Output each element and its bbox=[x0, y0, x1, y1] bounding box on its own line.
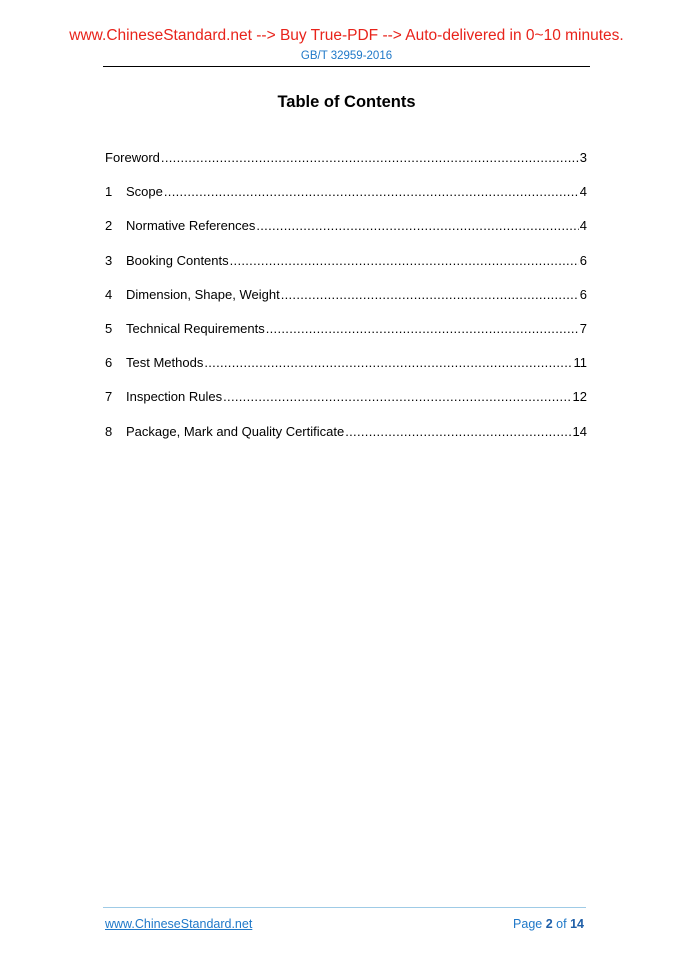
toc-entry-label: Booking Contents bbox=[126, 252, 229, 268]
toc-entry-label: Test Methods bbox=[126, 355, 204, 371]
toc-entry-label: Dimension, Shape, Weight bbox=[126, 286, 280, 302]
promo-banner[interactable]: www.ChineseStandard.net --> Buy True-PDF --> Auto-delivered in 0~10 minutes. bbox=[69, 27, 624, 44]
toc-entry-label: Normative References bbox=[126, 218, 256, 234]
toc-entry-number: 8 bbox=[105, 423, 113, 439]
toc-entry-page: 6 bbox=[579, 252, 587, 268]
toc-entry-label: Foreword bbox=[105, 150, 160, 165]
toc-entry-technical-requirements[interactable] bbox=[105, 321, 587, 355]
toc-entry-normative-references[interactable] bbox=[105, 218, 587, 252]
table-of-contents bbox=[105, 150, 587, 458]
document-code: GB/T 32959-2016 bbox=[300, 50, 393, 62]
toc-entry-test-methods[interactable] bbox=[105, 355, 587, 389]
header-divider bbox=[103, 66, 590, 67]
toc-entry-page: 6 bbox=[579, 286, 587, 302]
toc-entry-booking-contents[interactable] bbox=[105, 253, 587, 287]
toc-entry-number: 3 bbox=[105, 252, 113, 268]
footer-website-link[interactable]: www.ChineseStandard.net bbox=[105, 917, 253, 931]
toc-entry-page: 4 bbox=[579, 184, 587, 200]
toc-entry-page: 7 bbox=[579, 320, 587, 336]
toc-dot-leader bbox=[230, 253, 579, 268]
toc-dot-leader bbox=[164, 184, 579, 199]
toc-entry-package-mark-certificate[interactable] bbox=[105, 424, 587, 458]
footer-divider bbox=[103, 907, 586, 908]
toc-entry-page: 14 bbox=[572, 423, 587, 439]
toc-entry-number: 1 bbox=[105, 184, 113, 200]
toc-entry-number: 6 bbox=[105, 355, 113, 371]
toc-dot-leader bbox=[161, 150, 579, 165]
page-indicator bbox=[513, 917, 584, 931]
toc-entry-number: 4 bbox=[105, 286, 113, 302]
toc-entry-page: 12 bbox=[572, 389, 587, 405]
toc-entry-number: 2 bbox=[105, 218, 113, 234]
toc-entry-label: Package, Mark and Quality Certificate bbox=[126, 423, 345, 439]
page-prefix: Page bbox=[513, 917, 543, 931]
toc-entry-dimension-shape-weight[interactable] bbox=[105, 287, 587, 321]
page-current: 2 bbox=[545, 917, 553, 931]
page-total: 14 bbox=[570, 917, 584, 931]
toc-title: Table of Contents bbox=[277, 93, 416, 111]
toc-dot-leader bbox=[223, 389, 571, 404]
toc-entry-foreword[interactable] bbox=[105, 150, 587, 184]
toc-entry-number: 5 bbox=[105, 320, 113, 336]
toc-dot-leader bbox=[281, 287, 579, 302]
toc-entry-inspection-rules[interactable] bbox=[105, 389, 587, 423]
toc-entry-label: Scope bbox=[126, 184, 163, 200]
toc-dot-leader bbox=[345, 424, 571, 439]
toc-entry-page: 11 bbox=[573, 355, 587, 371]
toc-dot-leader bbox=[256, 218, 578, 233]
toc-dot-leader bbox=[266, 321, 579, 336]
page-of: of bbox=[556, 917, 567, 931]
toc-dot-leader bbox=[204, 355, 572, 370]
toc-entry-number: 7 bbox=[105, 389, 113, 405]
toc-entry-label: Inspection Rules bbox=[126, 389, 223, 405]
toc-entry-page: 4 bbox=[579, 218, 587, 234]
toc-entry-scope[interactable] bbox=[105, 184, 587, 218]
toc-entry-label: Technical Requirements bbox=[126, 320, 265, 336]
toc-entry-page: 3 bbox=[579, 150, 587, 165]
